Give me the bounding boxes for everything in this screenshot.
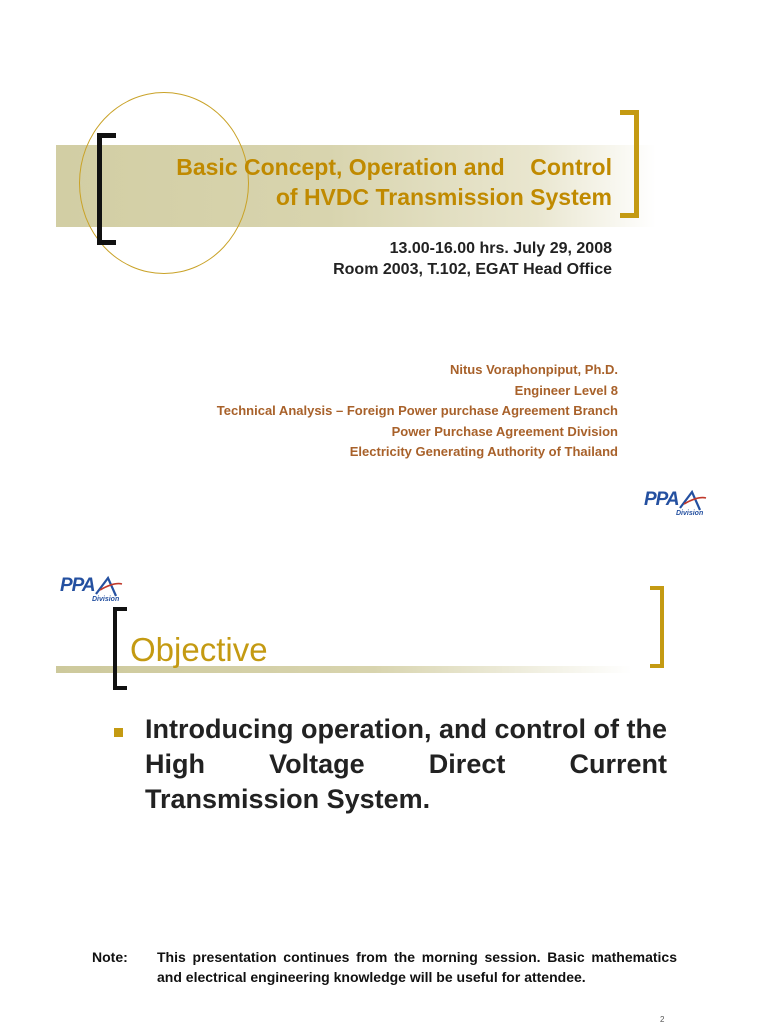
session-room: Room 2003, T.102, EGAT Head Office xyxy=(333,261,612,278)
bullet-square-icon xyxy=(114,728,123,737)
note-text: This presentation continues from the morning session. Basic mathematics and electrical engineering knowledge will be useful for attendee. xyxy=(157,949,677,985)
ppa-division-logo xyxy=(56,574,136,608)
heading-bracket-right xyxy=(650,586,664,668)
title-bracket-right xyxy=(620,110,639,218)
session-time: 13.00-16.00 hrs. July 29, 2008 xyxy=(389,240,612,257)
presenter-info xyxy=(130,360,618,463)
heading-bracket-left xyxy=(113,607,127,690)
presenter-branch: Technical Analysis – Foreign Power purchase Agreement Branch xyxy=(216,403,618,418)
objective-bullet-text: Introducing operation, and control of the High Voltage Direct Current Transmission System. xyxy=(145,714,667,814)
presenter-level: Engineer Level 8 xyxy=(514,382,618,398)
logo-subtext: Division xyxy=(92,596,120,603)
slide-title-line-1: Basic Concept, Operation and Control xyxy=(176,154,612,180)
logo-mark: PPA xyxy=(644,489,679,510)
presenter-division: Power Purchase Agreement Division xyxy=(391,423,618,439)
presenter-organization: Electricity Generating Authority of Thailand xyxy=(349,444,618,459)
logo-mark: PPA xyxy=(60,575,95,596)
session-info xyxy=(250,238,612,280)
title-bracket-left xyxy=(97,133,116,245)
objective-heading: Objective xyxy=(130,631,268,668)
presenter-name: Nitus Voraphonpiput, Ph.D. xyxy=(449,362,618,377)
slide-title-line-2: of HVDC Transmission System xyxy=(275,184,612,210)
logo-subtext: Division xyxy=(676,510,704,517)
ppa-division-logo xyxy=(640,488,720,522)
slide-title xyxy=(120,152,612,212)
note-label: Note: xyxy=(92,949,128,965)
page-number: 2 xyxy=(660,1015,665,1024)
